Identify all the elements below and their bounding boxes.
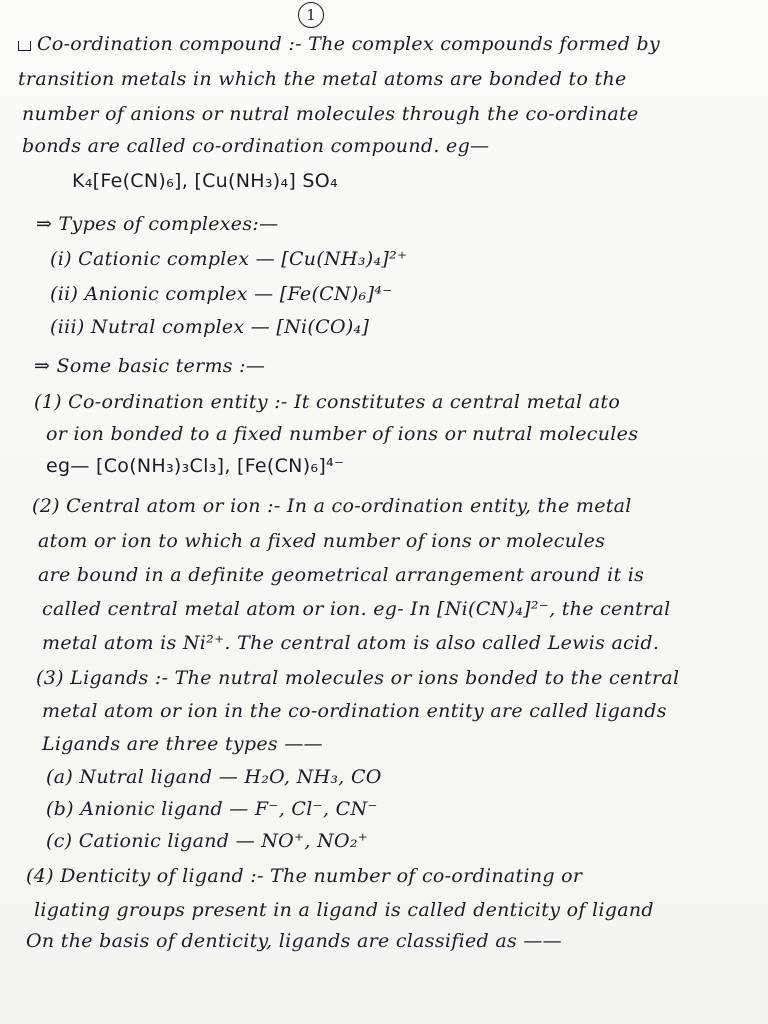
term-central-atom-line-3: are bound in a definite geometrical arrangement around it is (38, 564, 645, 586)
definition-line-1: Co-ordination compound :- The complex compounds formed by (18, 33, 660, 55)
type-nutral: (iii) Nutral complex — [Ni(CO)₄] (50, 316, 370, 338)
term-denticity-line-2: ligating groups present in a ligand is called denticity of ligand (34, 899, 654, 921)
term-ligands-line-2: metal atom or ion in the co-ordination entity are called ligands (42, 700, 667, 722)
ligand-type-cationic: (c) Cationic ligand — NO⁺, NO₂⁺ (46, 830, 369, 852)
term-central-atom-line-4: called central metal atom or ion. eg- In [Ni(CN)₄]²⁻, the central (42, 598, 671, 620)
definition-line-4: bonds are called co-ordination compound. eg— (22, 135, 490, 157)
term-entity-line-2: or ion bonded to a fixed number of ions or nutral molecules (46, 423, 639, 445)
type-anionic: (ii) Anionic complex — [Fe(CN)₆]⁴⁻ (50, 283, 393, 305)
term-denticity-line-3: On the basis of denticity, ligands are classified as —— (26, 930, 562, 952)
term-denticity-line-1: (4) Denticity of ligand :- The number of co-ordinating or (26, 865, 583, 887)
definition-line-3: number of anions or nutral molecules through the co-ordinate (22, 103, 639, 125)
page-number: 1 (298, 2, 324, 28)
example-formulas: K₄[Fe(CN)₆], [Cu(NH₃)₄] SO₄ (72, 170, 338, 192)
types-heading: ⇒ Types of complexes:— (36, 213, 279, 235)
term-central-atom-line-2: atom or ion to which a fixed number of ions or molecules (38, 530, 606, 552)
type-cationic: (i) Cationic complex — [Cu(NH₃)₄]²⁺ (50, 248, 408, 270)
basic-terms-heading: ⇒ Some basic terms :— (34, 355, 266, 377)
term-entity-example: eg— [Co(NH₃)₃Cl₃], [Fe(CN)₆]⁴⁻ (46, 455, 345, 477)
term-central-atom-line-1: (2) Central atom or ion :- In a co-ordination entity, the metal (32, 495, 632, 517)
term-central-atom-line-5: metal atom is Ni²⁺. The central atom is also called Lewis acid. (42, 632, 660, 654)
checkbox-bullet-icon (18, 41, 31, 51)
term-entity-line-1: (1) Co-ordination entity :- It constitutes a central metal ato (34, 391, 621, 413)
term-ligands-line-1: (3) Ligands :- The nutral molecules or ions bonded to the central (36, 667, 680, 689)
ligand-type-anionic: (b) Anionic ligand — F⁻, Cl⁻, CN⁻ (46, 798, 378, 820)
ligand-type-nutral: (a) Nutral ligand — H₂O, NH₃, CO (46, 766, 382, 788)
definition-line-2: transition metals in which the metal atoms are bonded to the (18, 68, 627, 90)
ligand-types-heading: Ligands are three types —— (42, 733, 323, 755)
